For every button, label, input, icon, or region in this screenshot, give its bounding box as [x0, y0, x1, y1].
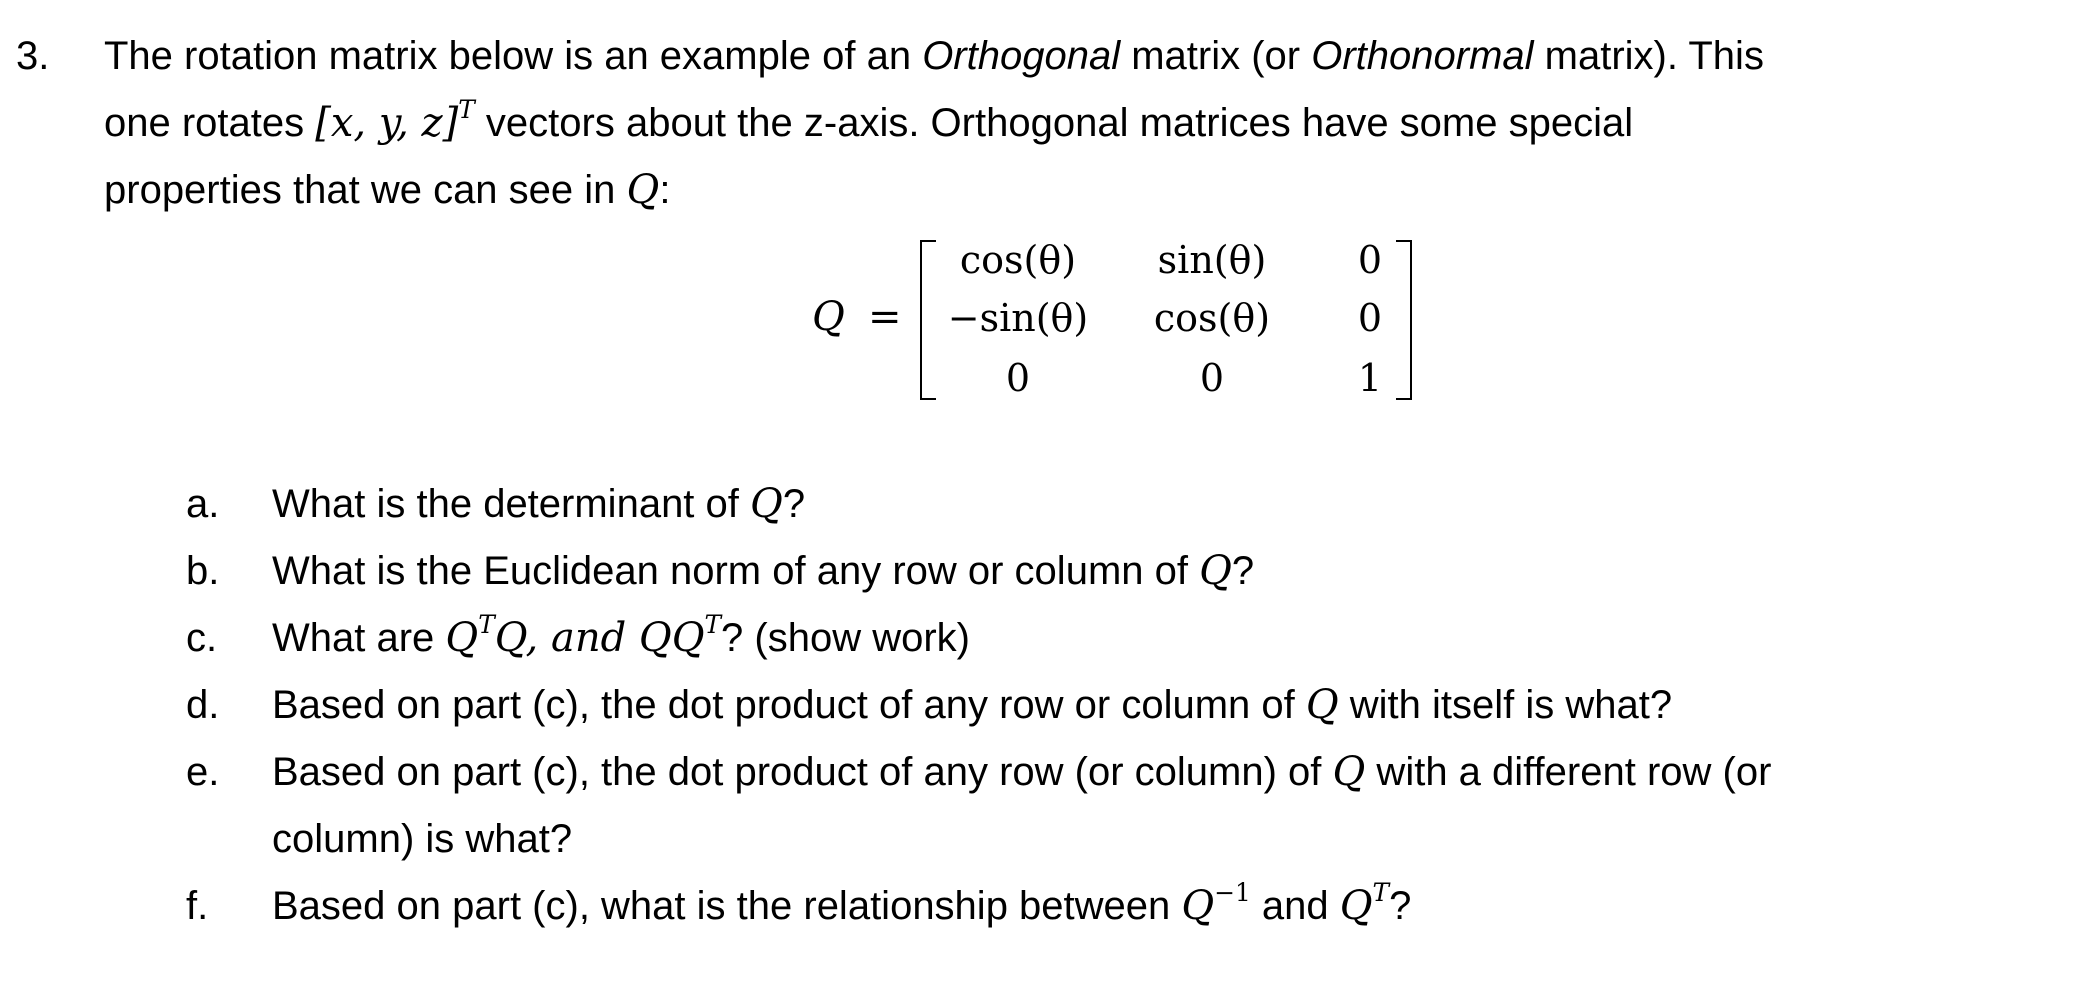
symbol-q: Q — [626, 167, 660, 213]
intro-text: one rotates — [104, 101, 316, 145]
vector-xyz: [x, y, z] — [315, 100, 459, 146]
intro-line-3 — [104, 166, 670, 214]
question-text: Based on part (c), what is the relationship between — [272, 884, 1182, 928]
question-text: What are — [272, 616, 446, 660]
question-letter: a. — [186, 482, 220, 526]
matrix-cell: cos(θ) — [959, 238, 1077, 282]
question-text: ? — [1389, 884, 1412, 928]
question-text: ? — [1231, 549, 1255, 593]
question-text: ? (show work) — [721, 616, 970, 660]
matrix-cell: 0 — [1199, 356, 1225, 400]
symbol-q: Q — [750, 481, 783, 527]
math-expression: Q, and QQ — [494, 615, 705, 661]
matrix-label: Q — [812, 294, 845, 340]
matrix-cell: sin(θ) — [1157, 238, 1267, 282]
intro-text: properties that we can see in — [104, 168, 627, 212]
term-orthogonal: Orthogonal — [922, 34, 1121, 78]
question-b — [272, 547, 1254, 595]
intro-text: : — [659, 168, 671, 212]
question-text: What is the determinant of — [272, 482, 751, 526]
question-text: What is the Euclidean norm of any row or column of — [272, 549, 1200, 593]
equals-sign: = — [868, 294, 902, 340]
symbol-q: Q — [1332, 749, 1366, 795]
question-d — [272, 681, 1672, 729]
question-f — [272, 878, 1412, 930]
matrix-cell: −sin(θ) — [947, 296, 1089, 340]
transpose-sup: T — [478, 610, 495, 640]
symbol-q: Q — [445, 615, 479, 661]
intro-line-1 — [104, 32, 1764, 80]
matrix-cell: 0 — [1357, 296, 1383, 340]
symbol-q: Q — [1305, 682, 1339, 728]
question-letter: d. — [186, 683, 220, 727]
intro-line-2 — [104, 95, 1634, 147]
question-c — [272, 610, 970, 662]
question-letter: f. — [186, 884, 209, 928]
question-letter: e. — [186, 750, 220, 794]
question-e — [272, 748, 1771, 796]
question-text: ? — [782, 482, 806, 526]
matrix-cell: 0 — [1357, 238, 1383, 282]
transpose-sup: T — [1372, 878, 1390, 908]
intro-text: matrix (or — [1120, 34, 1312, 78]
transpose-sup: T — [458, 95, 475, 125]
question-text: Based on part (c), the dot product of any row or column of — [272, 683, 1306, 727]
question-e-continued: column) is what? — [272, 817, 573, 861]
question-a — [272, 480, 805, 528]
question-text: and — [1250, 884, 1340, 928]
matrix-cell: 0 — [1005, 356, 1031, 400]
inverse-sup: −1 — [1214, 878, 1251, 908]
question-letter: b. — [186, 549, 220, 593]
symbol-q: Q — [1199, 548, 1232, 594]
matrix-cell: cos(θ) — [1153, 296, 1271, 340]
matrix-cell: 1 — [1357, 356, 1383, 400]
intro-text: vectors about the z-axis. Orthogonal matrices have some special — [474, 101, 1634, 145]
term-orthonormal: Orthonormal — [1311, 34, 1534, 78]
question-text: with itself is what? — [1338, 683, 1673, 727]
question-text: Based on part (c), the dot product of any row (or column) of — [272, 750, 1333, 794]
symbol-q: Q — [1181, 883, 1215, 929]
question-text: with a different row (or — [1365, 750, 1772, 794]
problem-number: 3. — [16, 34, 50, 78]
intro-text: The rotation matrix below is an example of an — [104, 34, 923, 78]
intro-text: matrix). This — [1533, 34, 1764, 78]
question-letter: c. — [186, 616, 218, 660]
transpose-sup: T — [704, 610, 722, 640]
symbol-q: Q — [1339, 883, 1373, 929]
